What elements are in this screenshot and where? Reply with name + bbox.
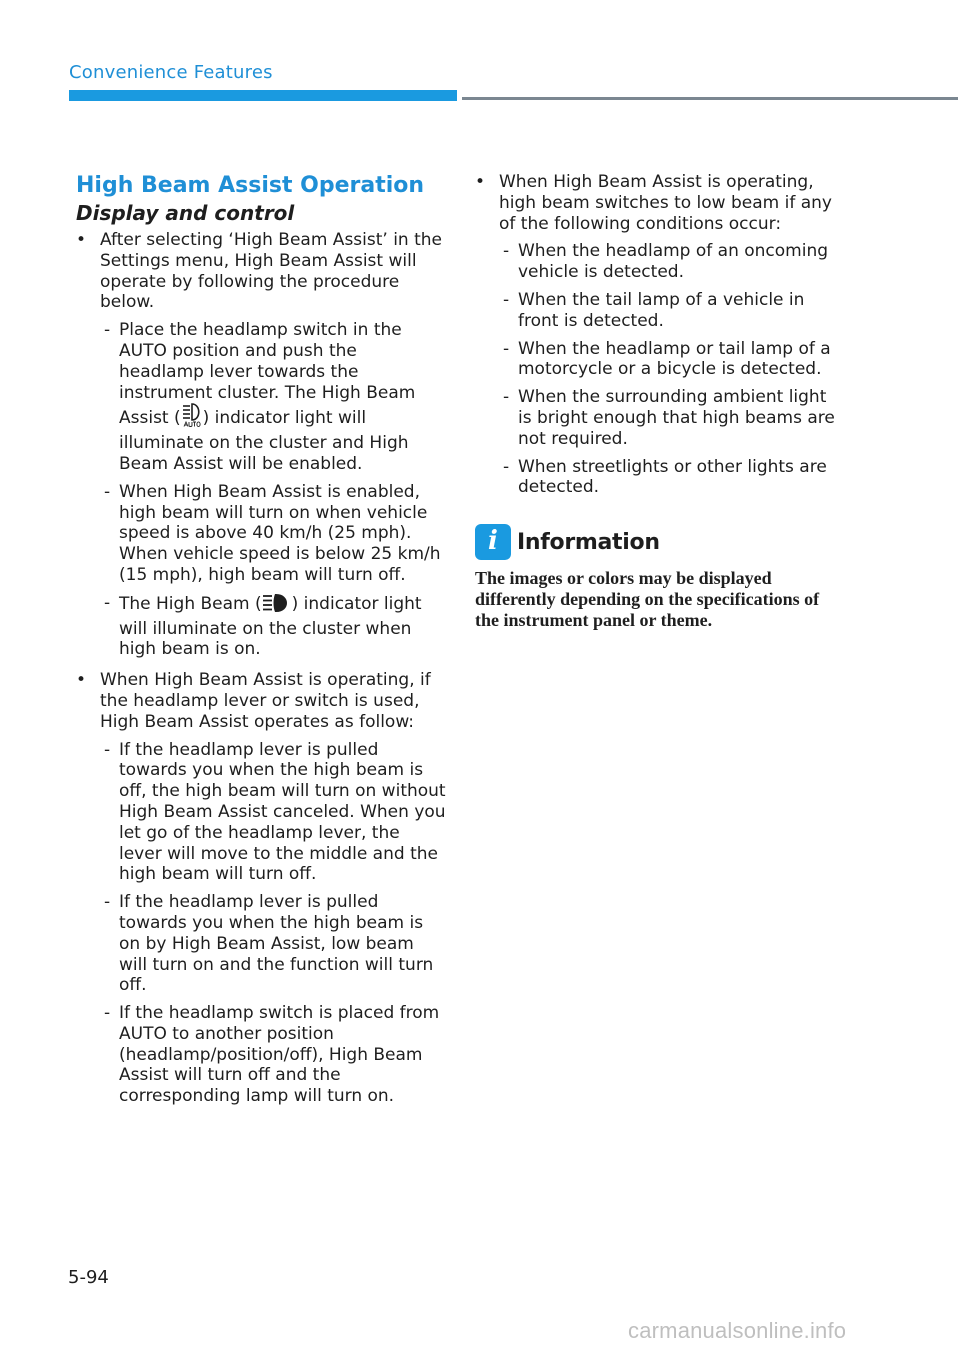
dash-mark: - [104,892,111,913]
page-number: 5-94 [68,1267,109,1288]
high-beam-icon [262,593,292,619]
sub-text-before: The High Beam ( [119,593,262,614]
header-accent-bar [69,90,457,101]
sub-text: When the headlamp of an oncoming vehicle is detected. [518,241,829,283]
sub-text: When the tail lamp of a vehicle in front is detected. [518,289,805,331]
header-divider-line [462,97,958,100]
information-icon [475,524,511,560]
sub-list-item [100,892,446,996]
sub-text: When streetlights or other lights are detected. [518,456,827,498]
bullet-mark: • [475,172,486,192]
right-column [475,172,845,631]
sub-list [499,241,845,498]
sub-list-item [100,1003,446,1107]
sub-text: If the headlamp lever is pulled towards you when the high beam is on by High Beam Assist, low beam will turn on and the function will turn off. [119,892,434,996]
bullet-text: After selecting ‘High Beam Assist’ in the Settings menu, High Beam Assist will operate by following the procedure below. [100,230,443,313]
high-beam-assist-auto-icon [181,403,203,433]
sub-list-item [499,290,845,332]
sub-list-item [499,241,845,283]
dash-mark: - [503,456,510,477]
dash-mark: - [503,241,510,262]
section-header: Convenience Features [69,62,273,83]
dash-mark: - [104,481,111,502]
sub-list-item [100,593,446,660]
sub-text-after: ) indicator light will illuminate on the cluster when high beam is on. [119,593,422,660]
sub-text: If the headlamp switch is placed from AUTO to another position (headlamp/position/off), High Beam Assist will turn off and the corresponding lamp will turn on. [119,1003,440,1107]
sub-title: Display and control [76,201,295,225]
dash-mark: - [104,592,111,613]
sub-list-item [100,740,446,886]
dash-mark: - [104,1003,111,1024]
sub-text-after: ) indicator light will illuminate on the cluster and High Beam Assist will be enabled. [119,408,409,474]
left-column [76,172,446,1117]
bullet-mark: • [76,670,87,691]
page-title: High Beam Assist Operation [76,173,425,198]
sub-text-before: Place the headlamp switch in the AUTO position and push the headlamp lever towards the instrument cluster. The High Beam Assist ( [119,320,416,429]
dash-mark: - [104,320,111,341]
sub-list-item [100,320,446,475]
information-badge-letter: i [488,526,498,557]
bullet-mark: • [76,230,87,250]
sub-list-item [100,482,446,586]
dash-mark: - [503,338,510,359]
sub-list-item [499,387,845,449]
sub-text: When High Beam Assist is enabled, high beam will turn on when vehicle speed is above 40 km/h (25 mph). When vehicle speed is below 25 km/h (15 mph), high beam will turn off. [119,481,441,585]
bullet-text: When High Beam Assist is operating, high beam switches to low beam if any of the following conditions occur: [499,172,832,234]
information-title: Information [517,529,660,555]
sub-list-item [499,457,845,499]
dash-mark: - [104,739,111,760]
dash-mark: - [503,289,510,310]
bullet-item [76,230,446,660]
sub-list-item [499,339,845,381]
information-text: The images or colors may be displayed differently depending on the specifications of the instrument panel or theme. [475,568,820,631]
dash-mark: - [503,387,510,408]
information-header [475,524,845,560]
sub-text: When the headlamp or tail lamp of a motorcycle or a bicycle is detected. [518,338,831,380]
bullet-item [475,172,845,498]
sub-text: When the surrounding ambient light is bright enough that high beams are not required. [518,387,835,449]
sub-list [100,740,446,1108]
watermark: carmanualsonline.info [628,1318,847,1343]
bullet-text: When High Beam Assist is operating, if the headlamp lever or switch is used, High Beam Assist operates as follow: [100,670,431,732]
bullet-item [76,670,446,1107]
sub-text: If the headlamp lever is pulled towards you when the high beam is off, the high beam will turn on without High Beam Assist canceled. When you let go of the headlamp lever, the lever will move to the middle and the high beam will turn off. [119,739,446,885]
sub-list [100,320,446,660]
